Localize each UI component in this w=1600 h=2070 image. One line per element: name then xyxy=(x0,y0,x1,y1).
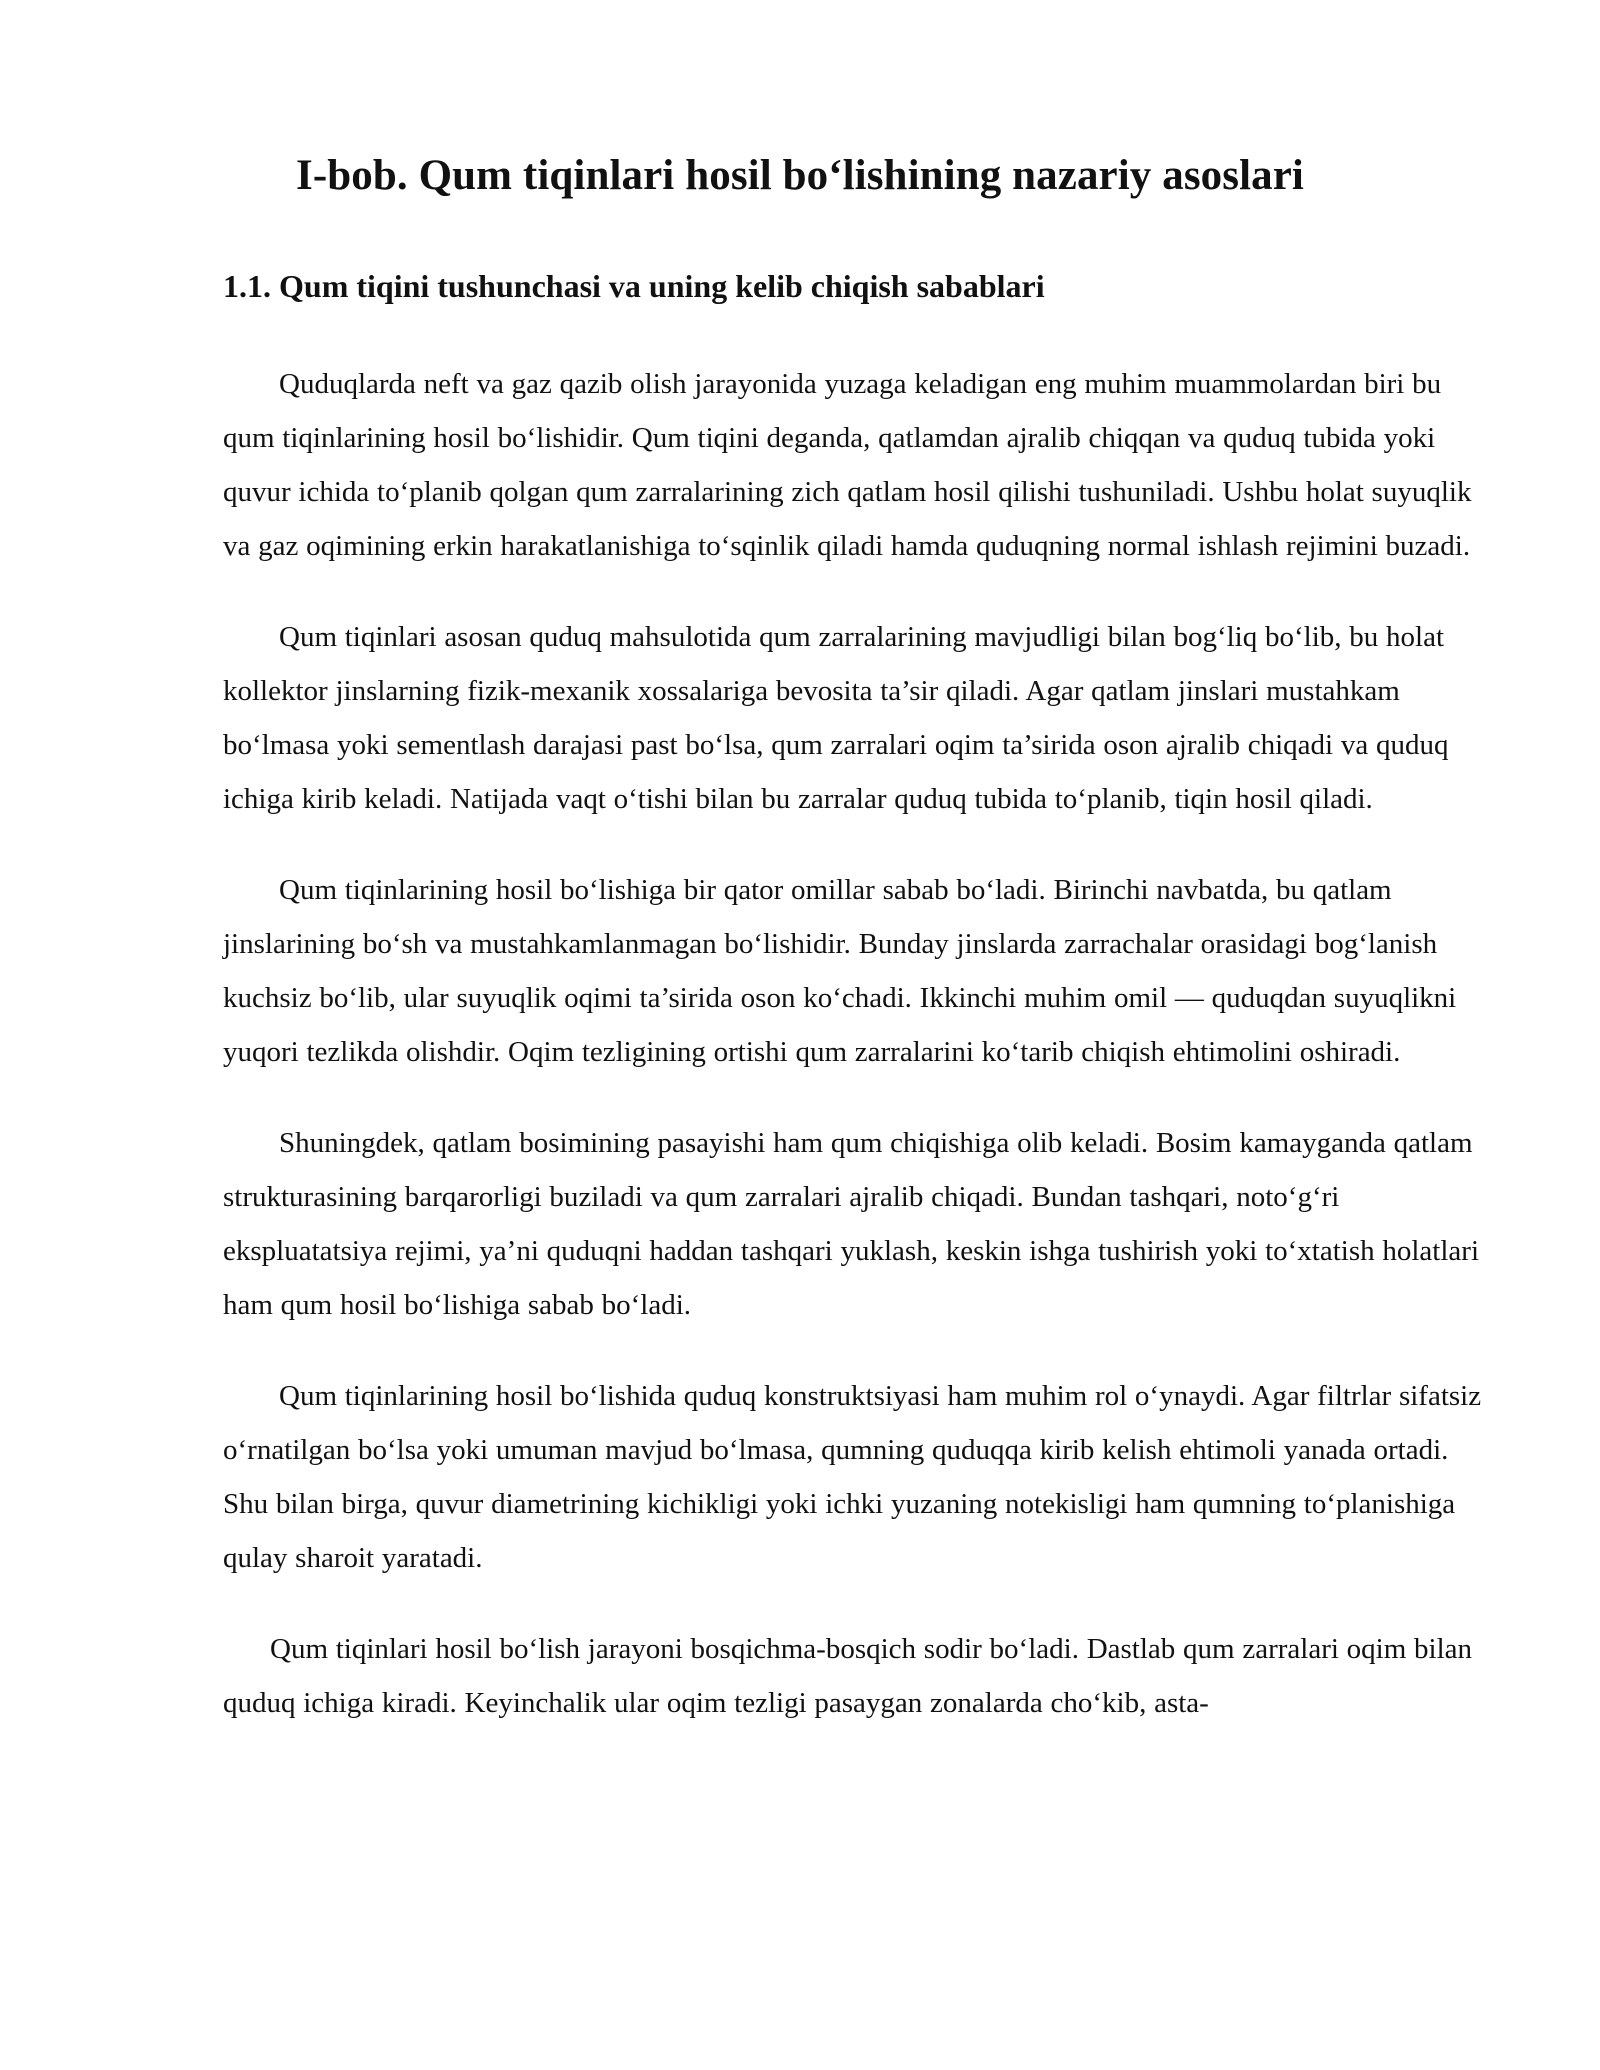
paragraph-3: Qum tiqinlarining hosil bo‘lishiga bir qator omillar sabab bo‘ladi. Birinchi navbatda, bu qatlam jinslarining bo‘sh va mustahkamlanmagan bo‘lishidir. Bunday jinslarda zarrachalar orasidagi bog‘lanish kuchsiz bo‘lib, ular suyuqlik oqimi ta’sirida oson ko‘chadi. Ikkinchi muhim omil — quduqdan suyuqlikni yuqori tezlikda olishdir. Oqim tezligining ortishi qum zarralarini ko‘tarib chiqish ehtimolini oshiradi. xyxy=(223,874,1457,1068)
paragraph-2: Qum tiqinlari asosan quduq mahsulotida qum zarralarining mavjudligi bilan bog‘liq bo‘lib, bu holat kollektor jinslarning fizik-mexanik xossalariga bevosita ta’sir qiladi. Agar qatlam jinslari mustahkam bo‘lmasa yoki sementlash darajasi past bo‘lsa, qum zarralari oqim ta’sirida oson ajralib chiqadi va quduq ichiga kirib keladi. Natijada vaqt o‘tishi bilan bu zarralar quduq tubida to‘planib, tiqin hosil qiladi. xyxy=(223,621,1449,815)
document-body xyxy=(223,357,1495,1767)
paragraph-1: Quduqlarda neft va gaz qazib olish jarayonida yuzaga keladigan eng muhim muammolardan biri bu qum tiqinlarining hosil bo‘lishidir. Qum tiqini deganda, qatlamdan ajralib chiqqan va quduq tubida yoki quvur ichida to‘planib qolgan qum zarralarining zich qatlam hosil qilishi tushuniladi. Ushbu holat suyuqlik va gaz oqimining erkin harakatlanishiga to‘sqinlik qiladi hamda quduqning normal ishlash rejimini buzadi. xyxy=(223,368,1472,562)
paragraph-4: Shuningdek, qatlam bosimining pasayishi ham qum chiqishiga olib keladi. Bosim kamayganda qatlam strukturasining barqarorligi buziladi va qum zarralari ajralib chiqadi. Bundan tashqari, noto‘g‘ri ekspluatatsiya rejimi, ya’ni quduqni haddan tashqari yuklash, keskin ishga tushirish yoki to‘xtatish holatlari ham qum hosil bo‘lishiga sabab bo‘ladi. xyxy=(223,1127,1480,1321)
section-title: 1.1. Qum tiqini tushunchasi va uning kelib chiqish sabablari xyxy=(223,268,1045,304)
paragraph-6: Qum tiqinlari hosil bo‘lish jarayoni bosqichma-bosqich sodir bo‘ladi. Dastlab qum zarralari oqim bilan quduq ichiga kiradi. Keyinchalik ular oqim tezligi pasaygan zonalarda cho‘kib, asta- xyxy=(223,1633,1473,1719)
paragraph-5: Qum tiqinlarining hosil bo‘lishida quduq konstruktsiyasi ham muhim rol o‘ynaydi. Agar filtrlar sifatsiz o‘rnatilgan bo‘lsa yoki umuman mavjud bo‘lmasa, qumning quduqqa kirib kelish ehtimoli yanada ortadi. Shu bilan birga, quvur diametrining kichikligi yoki ichki yuzaning notekisligi ham qumning to‘planishiga qulay sharoit yaratadi. xyxy=(223,1380,1482,1574)
chapter-title: I-bob. Qum tiqinlari hosil bo‘lishining nazariy asoslari xyxy=(296,152,1304,199)
